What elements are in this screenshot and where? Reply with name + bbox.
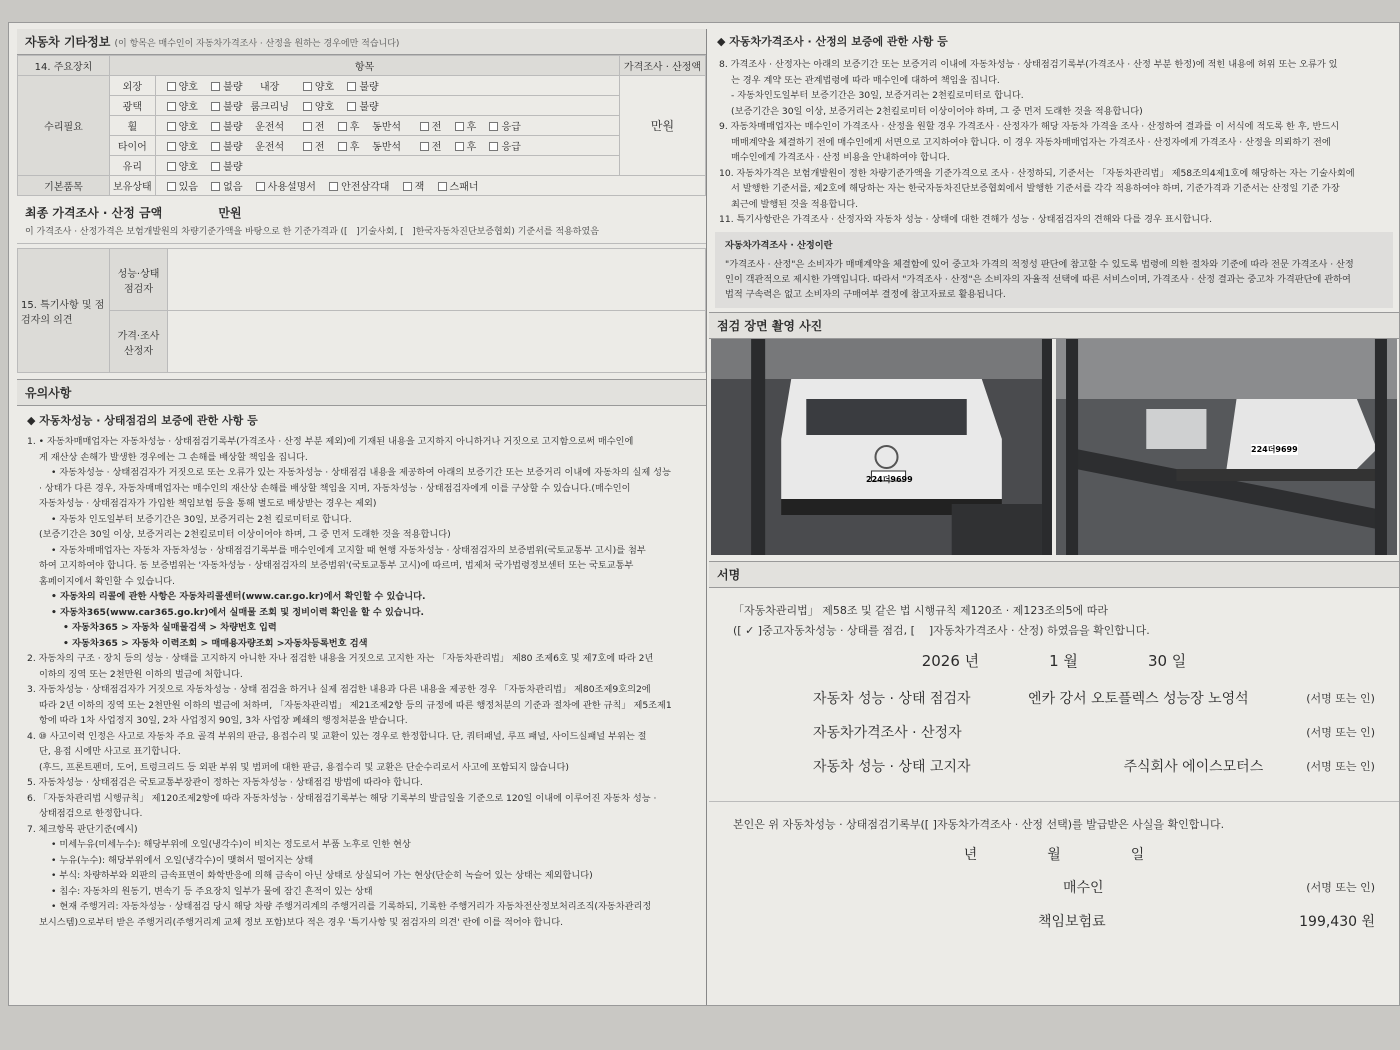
gloss-label: 광택 (110, 96, 156, 116)
left.notes-line: • 현재 주행거리: 자동차성능 · 상태점검 당시 해당 차량 주행거리계의 주행거리를 기록하되, 기록한 주행거리가 자동차전산정보처리조직(자동차관리정 (51, 901, 652, 912)
notifier-value: 주식회사 에이스모터스 (1123, 758, 1264, 775)
warranty-title: ◆ 자동차성능 · 상태점검의 보증에 관한 사항 등 (27, 414, 258, 427)
interior-label: 내장 (260, 82, 280, 93)
caution-notes (17, 430, 706, 930)
inspector-sign[interactable]: (서명 또는 인) (1306, 691, 1375, 705)
final-price-section (17, 196, 706, 244)
left.notes-line: 하여 고지하여야 합니다. 동 보증범위는 '자동차성능 · 상태점검자의 보증범위'(국토교통부 고시)에 따르며, 법제처 국가법령정보센터 또는 국토교통부 (39, 560, 634, 571)
tire-label: 타이어 (110, 136, 156, 156)
sign-law: 「자동차관리법」 제58조 및 같은 법 시행규칙 제120조 · 제123조의5에 따라 (733, 603, 1108, 617)
checkbox[interactable] (167, 102, 176, 111)
checkbox[interactable] (167, 122, 176, 131)
left.notes-line: 3. 자동차성능 · 상태점검자가 거짓으로 자동차성능 · 상태 점검을 하거나 실제 점검한 내용과 다른 내용을 제공한 경우 「자동차관리법」 제80조제9호의2에 (27, 684, 651, 695)
left.notes-line: 5. 자동차성능 · 상태점검은 국토교통부장관이 정하는 자동차성능 · 상태점검 방법에 따라야 합니다. (27, 777, 423, 788)
checkbox[interactable] (347, 82, 356, 91)
price-opinion[interactable] (168, 311, 706, 373)
item-header: 항목 (110, 56, 620, 76)
left.notes-line: 7. 체크항목 판단기준(예시) (27, 823, 138, 835)
right.items-line: 8. 가격조사 · 산정자는 아래의 보증기간 또는 보증거리 이내에 자동차성능 · 상태점검기록부(가격조사 · 산정 부분 한정)에 적힌 내용에 허위 또는 오류가 있 (719, 59, 1338, 70)
insurance-label: 책임보험료 (1038, 913, 1106, 930)
left.notes-line: 보시스템)으로부터 받은 주행거리(주행거리계 교체 정보 포함)보다 적은 경우 '특기사항 및 점검자의 의견' 란에 이를 적어야 합니다. (39, 916, 564, 928)
price-assessor-row (733, 715, 1375, 749)
checkbox[interactable] (211, 82, 220, 91)
left.notes-line: (보증기간은 30일 이상, 보증거리는 2천킬로미터 이상이어야 하며, 그 중 먼저 도래한 것을 적용합니다) (39, 529, 451, 540)
receipt-date: 년 월 일 (963, 846, 1145, 863)
sign-month: 1 월 (1049, 651, 1078, 670)
left.notes-line: · 상태가 다른 경우, 자동차매매업자는 매수인의 재산상 손해를 배상할 책임을 지며, 자동차성능 · 상태점검자에게 이를 구상할 수 있습니다.(매수인이 (39, 482, 631, 494)
right-column (709, 29, 1399, 1005)
final-note: 이 가격조사 · 산정가격은 보험개발원의 차량기준가액을 바탕으로 한 기준가격과 ([ ]기술사회, [ ]한국자동차진단보증협회) 기준서를 적용하였음 (25, 227, 599, 237)
exterior-label: 외장 (110, 76, 156, 96)
checkbox[interactable] (211, 162, 220, 171)
right.items-line: 는 경우 계약 또는 관계법령에 따라 매수인에 대하여 책임을 집니다. (731, 74, 1000, 86)
right.items-line: 9. 자동차매매업자는 매수인이 가격조사 · 산정을 원할 경우 가격조사 · 산정자가 해당 자동차 가격을 조사 · 산정하여 결과를 이 서식에 적도록 한 후, 반드시 (719, 121, 1340, 132)
sign-header: 서명 (709, 561, 1399, 588)
left.notes-line: 상태점검으로 한정합니다. (39, 808, 143, 819)
inspection-photo-front (711, 339, 1052, 555)
opinion-table (17, 248, 706, 373)
inspection-photo-rear (1056, 339, 1397, 555)
tire-options: 양호 불량 운전석 전 후 동반석 전 후 응급 (155, 136, 619, 156)
right.items-line: 10. 자동차가격은 보험개발원이 정한 차량기준가액을 기준가격으로 조사 · 산정하되, 기준서는 「자동차관리법」 제58조의4제1호에 해당하는 자는 기술사회에 (719, 167, 1355, 179)
item-col-header: 14. 주요장치 (18, 56, 110, 76)
right.items-line: 최근에 발행된 것을 적용합니다. (731, 198, 859, 210)
inspection-photos (709, 339, 1399, 555)
checkbox[interactable] (420, 142, 429, 151)
checkbox[interactable] (211, 142, 220, 151)
receipt-section (709, 801, 1399, 938)
right.items-line: 서 발행한 기준서를, 제2호에 해당하는 자는 한국자동차진단보증협회에서 발행한 기준서를 각각 적용하여야 하며, 기준가격과 기준서는 산정일 기준 가장 (731, 183, 1340, 194)
def-text-a: "가격조사 · 산정"은 소비자가 매매계약을 체결함에 있어 중고차 가격의 적정성 판단에 참고할 수 있도록 법령에 의한 절차와 기준에 따라 전문 가격조사 · 산정 (725, 258, 1354, 270)
photo-header: 점검 장면 촬영 사진 (709, 312, 1399, 339)
etc-note: (이 항목은 매수인이 자동차가격조사 · 산정을 원하는 경우에만 적습니다) (114, 39, 400, 49)
checkbox[interactable] (403, 182, 412, 191)
gloss-options: 양호 불량 룸크리닝 양호 불량 (155, 96, 619, 116)
left.notes-line: 따라 2년 이하의 징역 또는 2천만원 이하의 벌금에 처하며, 「자동차관리법」 제21조제2항 등의 규정에 따른 행정처분의 기준과 절차에 관한 규칙」 제5조제1 (39, 699, 672, 711)
checkbox[interactable] (455, 142, 464, 151)
price-header: 가격조사 · 산정액 (620, 56, 706, 76)
definition-box (715, 232, 1393, 308)
right.items-line: (보증기간은 30일 이상, 보증거리는 2천킬로미터 이상이어야 하며, 그 중 먼저 도래한 것을 적용합니다) (731, 105, 1143, 117)
notifier-row (733, 749, 1375, 783)
left.notes-line: 1. • 자동차매매업자는 자동차성능 · 상태점검기록부(가격조사 · 산정 부분 제외)에 기재된 내용을 고지하지 아니하거나 거짓으로 고지함으로써 매수인에 (27, 436, 634, 447)
checkbox[interactable] (329, 182, 338, 191)
left.notes-line: • 자동차365 > 자동차 이력조회 > 매매용자량조회 >자동차등록번호 검색 (63, 637, 368, 649)
checkbox[interactable] (167, 182, 176, 191)
def-text-c: 법적 구속력은 없고 소비자의 구매여부 결정에 참고자료로 활용됩니다. (725, 288, 1006, 300)
checkbox[interactable] (455, 122, 464, 131)
checkbox[interactable] (167, 142, 176, 151)
repair-label: 수리필요 (18, 76, 110, 176)
exterior-options: 양호 불량 내장 양호 불량 (155, 76, 619, 96)
notifier-label: 자동차 성능 · 상태 고지자 (813, 758, 971, 775)
plate-rear: 224더9699 (1251, 444, 1298, 454)
def-text-b: 인이 객관적으로 제시한 가액입니다. 따라서 "가격조사 · 산정"은 소비자의 자율적 선택에 따른 서비스이며, 가격조사 · 산정 결과는 중고차 가격판단에 관하여 (725, 273, 1351, 285)
left.notes-line: 6. 「자동차관리법 시행규칙」 제120조제2항에 따라 자동차성능 · 상태점검기록부는 해당 기록부의 발급일을 기준으로 120일 이내에 이루어진 자동차 성능 · (27, 792, 657, 804)
possess-label: 보유상태 (110, 176, 156, 196)
left.notes-line: 단, 용접 시에만 사고로 표기합니다. (39, 746, 181, 757)
document-page (8, 22, 1400, 1006)
sign-area (709, 588, 1399, 948)
final-unit: 만원 (218, 206, 242, 220)
left.notes-line: 4. ⑩ 사고이력 인정은 사고로 자동차 주요 골격 부위의 판금, 용접수리 및 교환이 있는 경우로 한정합니다. 단, 쿼터패널, 루프 패널, 사이드실패널 부위는 절 (27, 730, 647, 742)
inspector-row (733, 681, 1375, 715)
checkbox[interactable] (303, 82, 312, 91)
left.notes-line: • 자동차의 리콜에 관한 사항은 자동차리콜센터(www.car.go.kr)에서 확인할 수 있습니다. (51, 591, 426, 602)
checkbox[interactable] (338, 122, 347, 131)
left.notes-line: 자동차성능 · 상태점검자가 가입한 책임보험 등을 통해 별도로 배상받는 경우는 제외) (39, 498, 377, 509)
left.notes-line: • 부식: 차량하부와 외판의 금속표면이 화학반응에 의해 금속이 아닌 상태로 상실되어 가는 현상(단순히 녹슬어 있는 상태는 제외합니다) (51, 870, 593, 881)
right.items-line: 매매계약을 체결하기 전에 매수인에게 서면으로 고지하여야 합니다. 이 경우 자동차매매업자는 가격조사 · 산정자에게 가격조사 · 산정을 의뢰하기 전에 (731, 136, 1331, 148)
sign-confirm: ([ ✓ ]중고자동차성능 · 상태를 점검, [ ]자동차가격조사 · 산정) 하였음을 확인합니다. (733, 623, 1150, 637)
left.notes-line: • 침수: 자동차의 원동기, 변속기 등 주요장치 일부가 물에 잠긴 흔적이 있는 상태 (51, 885, 373, 897)
receipt-text: 본인은 위 자동차성능 · 상태점검기록부([ ]자동차가격조사 · 산정 선택)를 발급받은 사실을 확인합니다. (733, 817, 1225, 831)
checkbox[interactable] (303, 142, 312, 151)
caution-header: 유의사항 (17, 379, 706, 406)
checkbox[interactable] (438, 182, 447, 191)
basic-label: 기본품목 (18, 176, 110, 196)
inspector-label: 자동차 성능 · 상태 점검자 (813, 690, 971, 707)
price-warranty-notes (709, 53, 1399, 228)
sign-year: 2026 년 (921, 651, 980, 670)
price-unit: 만원 (620, 76, 706, 176)
checkbox[interactable] (347, 102, 356, 111)
plate-front: 224더9699 (866, 474, 913, 484)
buyer-row (733, 870, 1375, 904)
buyer-label: 매수인 (1063, 879, 1104, 896)
price-assessor-sign[interactable]: (서명 또는 인) (1306, 725, 1375, 739)
checkbox[interactable] (256, 182, 265, 191)
left.notes-line: • 자동차365 > 자동차 실매물검색 > 차량번호 입력 (63, 622, 277, 633)
etc-info-header (17, 29, 706, 55)
insurance-value: 199,430 원 (1299, 913, 1375, 930)
left.notes-line: 2. 자동차의 구조 · 장치 등의 성능 · 상태를 고지하지 아니한 자나 점검한 내용을 거짓으로 고지한 자는 「자동차관리법」 제80 조제6호 및 제7호에 따라 2년 (27, 653, 654, 664)
basic-options: 있음 없음 사용설명서 안전삼각대 잭 스패너 (155, 176, 705, 196)
checkbox[interactable] (211, 122, 220, 131)
def-title: 자동차가격조사 · 산정이란 (725, 239, 833, 251)
inspector-value: 엔카 강서 오토플렉스 성능장 노영석 (1028, 690, 1249, 707)
roomclean-label: 룸크리닝 (250, 102, 289, 113)
checkbox[interactable] (211, 102, 220, 111)
checkbox[interactable] (211, 182, 220, 191)
sign-date (733, 650, 1375, 671)
left.notes-line: • 누유(누수): 해당부위에서 오일(냉각수)이 맺혀서 떨어지는 상태 (51, 854, 314, 866)
left-column (17, 29, 707, 1005)
glass-label: 유리 (110, 156, 156, 176)
left.notes-line: 항에 따라 1차 사업정지 30일, 2차 사업정지 90일, 3차 사업장 폐쇄의 행정처분을 받습니다. (39, 715, 408, 726)
checkbox[interactable] (420, 122, 429, 131)
glass-options: 양호 불량 (155, 156, 619, 176)
s15-price: 가격·조사 산정자 (110, 311, 168, 373)
right.items-line: 매수인에게 가격조사 · 산정 비용을 안내하여야 합니다. (731, 152, 950, 163)
equipment-table (17, 55, 706, 196)
s15-label: 15. 특기사항 및 점검자의 의견 (18, 249, 110, 373)
price-assessor-label: 자동차가격조사 · 산정자 (813, 724, 962, 741)
left.notes-line: • 자동차성능 · 상태점검자가 거짓으로 또는 오류가 있는 자동차성능 · 상태점검 내용을 제공하여 아래의 보증기간 또는 보증거리 이내에 자동차의 실제 성능 (51, 467, 671, 478)
buyer-sign[interactable]: (서명 또는 인) (1306, 880, 1375, 894)
left.notes-line: • 자동차 인도일부터 보증기간은 30일, 보증거리는 2천 킬로미터로 합니다. (51, 513, 352, 525)
s15-perf: 성능·상태 점검자 (110, 249, 168, 311)
price-warranty-title: ◆ 자동차가격조사 · 산정의 보증에 관한 사항 등 (717, 35, 948, 48)
checkbox[interactable] (489, 142, 498, 151)
left.notes-line: • 미세누유(미세누수): 해당부위에 오일(냉각수)이 비치는 정도로서 부품 노후로 인한 현상 (51, 839, 411, 850)
checkbox[interactable] (167, 82, 176, 91)
checkbox[interactable] (167, 162, 176, 171)
left.notes-line: • 자동차365(www.car365.go.kr)에서 실매물 조회 및 정비이력 확인을 할 수 있습니다. (51, 606, 424, 618)
perf-opinion[interactable] (168, 249, 706, 311)
left.notes-line: 홈페이지에서 확인할 수 있습니다. (39, 575, 175, 587)
left.notes-line: (후드, 프론트펜더, 도어, 트렁크리드 등 외판 부위 및 범퍼에 대한 판금, 용접수리 및 교환은 단순수리로서 사고에 포함되지 않습니다) (39, 761, 570, 773)
right.items-line: - 자동차인도일부터 보증기간은 30일, 보증거리는 2천킬로미터로 합니다. (731, 90, 1024, 101)
left.notes-line: 게 재산상 손해가 발생한 경우에는 그 손해를 배상할 책임을 집니다. (39, 451, 308, 463)
checkbox[interactable] (303, 102, 312, 111)
insurance-row (733, 904, 1375, 938)
right.items-line: 11. 특기사항란은 가격조사 · 산정자와 자동차 성능 · 상태에 대한 견해가 성능 · 상태점검자의 견해와 다를 경우 표시합니다. (719, 214, 1213, 225)
etc-title: 자동차 기타정보 (25, 35, 111, 49)
checkbox[interactable] (303, 122, 312, 131)
checkbox[interactable] (489, 122, 498, 131)
wheel-label: 휠 (110, 116, 156, 136)
checkbox[interactable] (338, 142, 347, 151)
final-title: 최종 가격조사 · 산정 금액 (25, 206, 163, 220)
left.notes-line: 이하의 징역 또는 2천만원 이하의 벌금에 처합니다. (39, 668, 243, 680)
wheel-options: 양호 불량 운전석 전 후 동반석 전 후 응급 (155, 116, 619, 136)
left.notes-line: • 자동차매매업자는 자동차 자동차성능 · 상태점검기록부를 매수인에게 고지할 때 현행 자동차성능 · 상태점검자의 보증범위(국토교통부 고시)를 첨부 (51, 544, 646, 556)
notifier-sign[interactable]: (서명 또는 인) (1306, 759, 1375, 773)
sign-day: 30 일 (1147, 651, 1187, 670)
